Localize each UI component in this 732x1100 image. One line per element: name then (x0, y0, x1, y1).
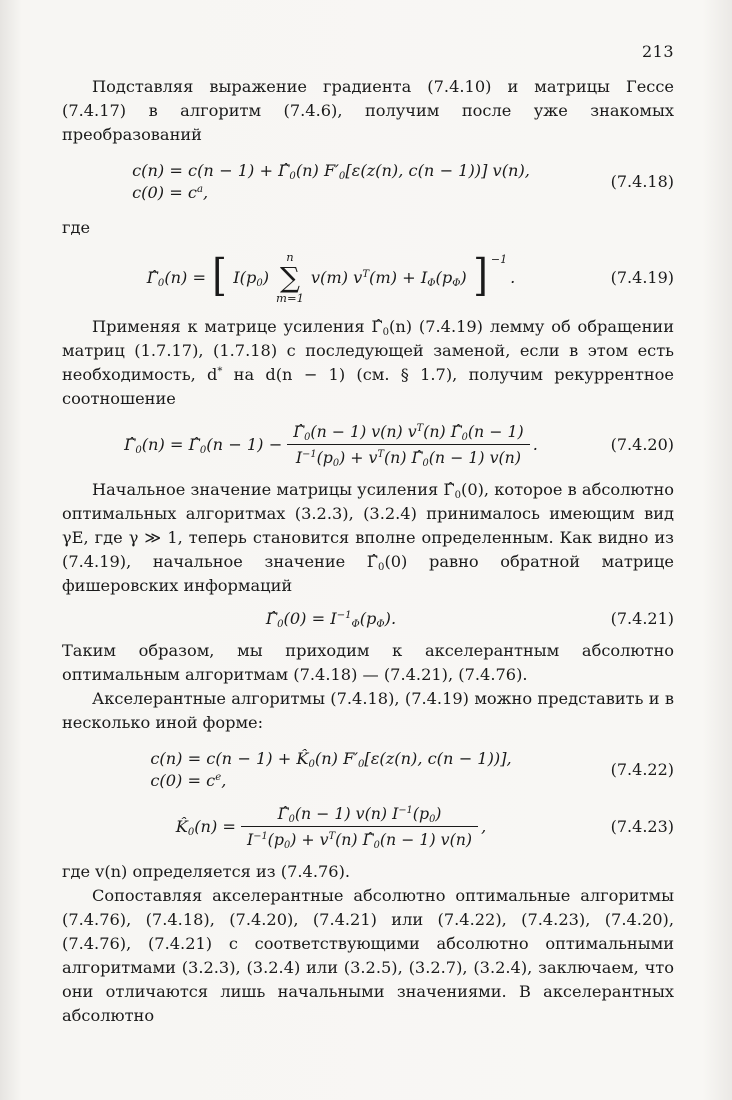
open-bracket: [ (212, 249, 227, 301)
paragraph: где v(n) определяется из (7.4.76). (62, 861, 351, 881)
summation (276, 251, 304, 304)
paragraph: Подставляя выражение градиента (7.4.10) и матрицы Гессе (7.4.17) в алгоритм (7.4.6), получим после уже знакомых преобразований (62, 77, 674, 144)
fraction-denominator: $I^{-1}(p_0) + v^T(n)$ $\Gammâ_0(n - 1)$ v(n) (247, 829, 473, 851)
equation-7-4-22 (62, 746, 674, 793)
fraction-numerator: $\Gammâ_0(n - 1)$ v(n) $v^T(n)$ $\Gammâ_0(n - 1)$ (287, 422, 530, 445)
equation-number: (7.4.23) (610, 816, 674, 836)
equation-line: $c(n) = c(n - 1) + K̂_0(n)$ $F'_0[\varepsilon(z(n)$, c(n − 1))], (150, 748, 512, 770)
paragraph: Акселерантные алгоритмы (7.4.18), (7.4.19) можно представить и в несколько иной форме: (62, 688, 674, 732)
equation-body (62, 746, 600, 793)
equation-lhs: $\Gammâ_0(n)$ = $\Gammâ_0(n - 1)$ − (124, 435, 283, 457)
equation-lhs: $\Gammâ_0(n)$ = (146, 268, 207, 290)
sigma-icon: ∑ (279, 260, 300, 294)
paragraph: Таким образом, мы приходим к акселерантным абсолютно оптимальным алгоритмам (7.4.18) — (7.4.21), (7.4.76). (62, 640, 674, 684)
paragraph: Применяя к матрице усиления $\Gammâ_0(n)$ (7.4.19) лемму об обращении матриц (1.7.17), (1.7.18) с последующей заменой, если в этом есть необходимость, d* на d(n − 1) (см. § 1.7), получим рекуррентное соотношение (62, 317, 674, 409)
equation-7-4-21 (62, 609, 674, 628)
equation-number: (7.4.18) (610, 171, 674, 191)
equation-7-4-23 (62, 804, 674, 849)
page-number: 213 (641, 42, 674, 61)
bracket-exponent: −1 (490, 252, 508, 266)
equation-number: (7.4.22) (610, 759, 674, 779)
equation-body (62, 609, 600, 628)
fraction (287, 422, 530, 467)
equation-number: (7.4.19) (610, 268, 674, 288)
sum-upper-limit: n (286, 249, 294, 264)
fraction-numerator: $\Gammâ_0(n - 1)$ v(n) $I^{-1}(p_0)$ (241, 804, 478, 827)
equation-body (62, 251, 600, 304)
equation-line: $c(0) = c^a$, (132, 182, 209, 202)
fraction (241, 804, 478, 849)
post-sum-term: v(m) $v^T(m) + I_\Phi(p_\Phi)$ (310, 268, 467, 290)
equation-body (62, 158, 600, 205)
equation-body (62, 804, 600, 849)
equation-lines (150, 746, 511, 793)
equation-number: (7.4.21) (610, 608, 674, 628)
equation-number: (7.4.20) (610, 435, 674, 455)
equation-tail: , (481, 816, 487, 836)
equation-lines (132, 158, 530, 205)
equation-line: $c(0) = c^e$, (150, 770, 227, 790)
pre-sum-term: $I(p_0)$ (233, 268, 270, 290)
equation-body (62, 422, 600, 467)
close-bracket: ] (473, 249, 488, 301)
equation-line: $c(n) = c(n - 1) + \Gammâ_0(n)$ $F'_0[\varepsilon(z(n)$, c(n − 1))] v(n), (132, 160, 530, 182)
equation-tail: . (510, 268, 516, 288)
sum-lower-limit: m=1 (276, 290, 304, 305)
equation-7-4-20 (62, 422, 674, 467)
equation-7-4-19 (62, 251, 674, 304)
equation-lhs: $K̂_0(n)$ = (175, 816, 236, 838)
equation-tail: . (532, 435, 538, 455)
paragraph: Начальное значение матрицы усиления $\Gammâ_0(0)$, которое в абсолютно оптимальных алгоритмах (3.2.3), (3.2.4) принималось имеющим вид γE, где γ ≫ 1, теперь становится вполне определенным. Как видно из (7.4.19), начальное значение $\Gammâ_0(0)$ равно обратной матрице фишеровских информаций (62, 480, 675, 595)
paragraph: где (62, 217, 91, 237)
equation-7-4-18 (62, 158, 674, 205)
fraction-denominator: $I^{-1}(p_0) + v^T(n)$ $\Gammâ_0(n - 1)$ v(n) (295, 448, 522, 469)
equation-line: $\Gammâ_0(0) = I^{-1}_\Phi(p_\Phi)$. (265, 608, 397, 630)
paragraph: Сопоставляя акселерантные абсолютно оптимальные алгоритмы (7.4.76), (7.4.18), (7.4.20), (7.4.21) или (7.4.22), (7.4.23), (7.4.20), (7.4.76), (7.4.21) с соответствующими абсолютно оптимальными алгоритмами (3.2.3), (3.2.4) или (3.2.5), (3.2.7), (3.2.4), заключаем, что они отличаются лишь начальными значениями. В акселерантных абсолютно (62, 885, 674, 1025)
